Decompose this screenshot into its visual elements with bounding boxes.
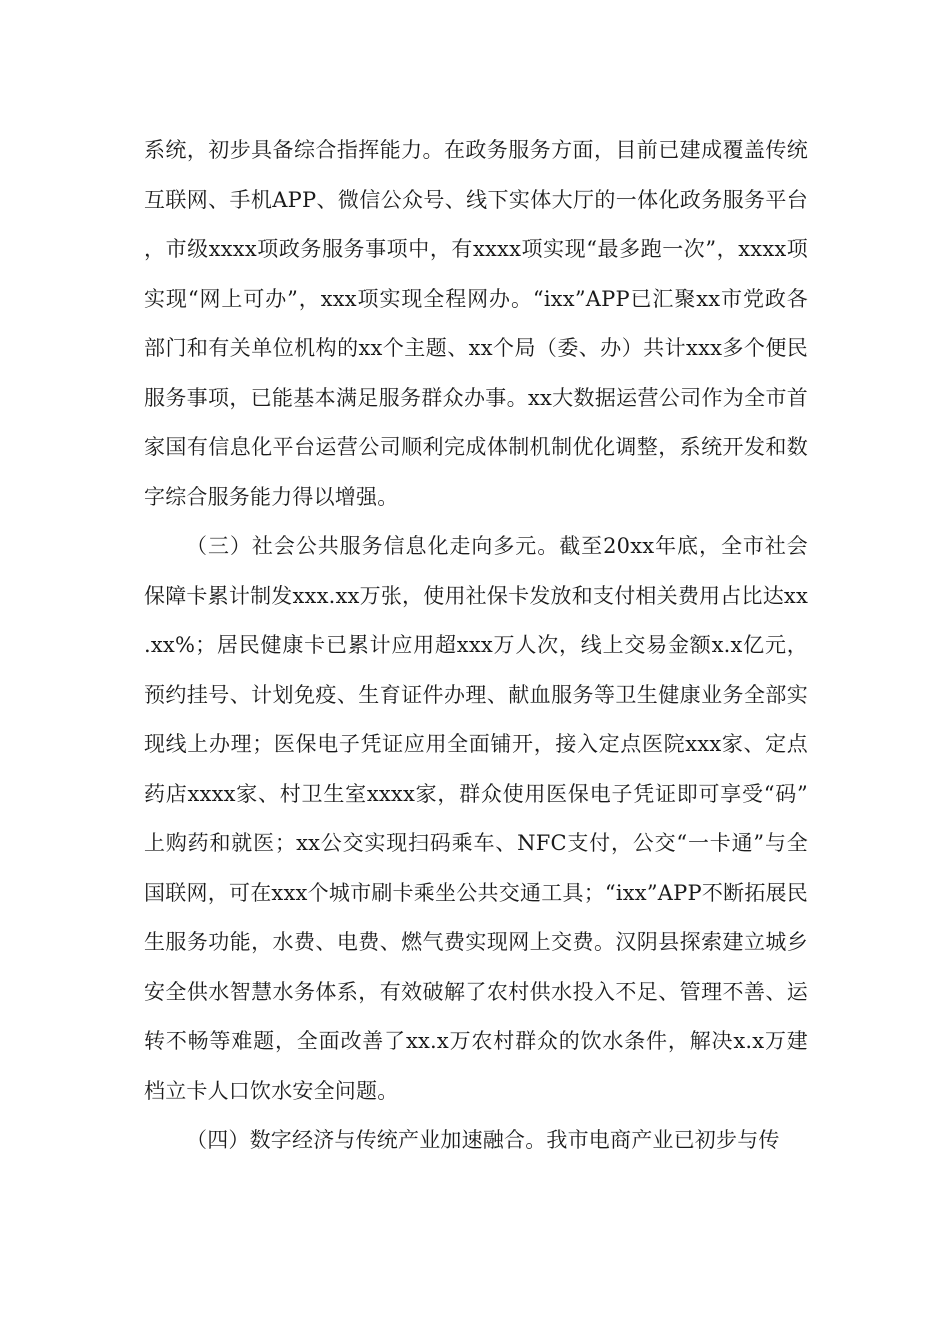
paragraph-3: （四）数字经济与传统产业加速融合。我市电商产业已初步与传 — [186, 1128, 780, 1152]
paragraph-1: 系统，初步具备综合指挥能力。在政务服务方面，目前已建成覆盖传统互联网、手机APP、微信公众号、线下实体大厅的一体化政务服务平台，市级xxxx项政务服务事项中，有xxxx项实现“最多跑一次”，xxxx项实现“网上可办”，xxx项实现全程网办。“ixx”APP已汇聚xx市党政各部门和有关单位机构的xx个主题、xx个局（委、办）共计xxx多个便民服务事项，已能基本满足服务群众办事。xx大数据运营公司作为全市首家国有信息化平台运营公司顺利完成体制机制优化调整，系统开发和数字综合服务能力得以增强。 — [144, 138, 808, 509]
paragraph-2: （三）社会公共服务信息化走向多元。截至20xx年底，全市社会保障卡累计制发xxx.xx万张，使用社保卡发放和支付相关费用占比达xx.xx%；居民健康卡已累计应用超xxx万人次，线上交易金额x.x亿元，预约挂号、计划免疫、生育证件办理、献血服务等卫生健康业务全部实现线上办理；医保电子凭证应用全面铺开，接入定点医院xxx家、定点药店xxxx家、村卫生室xxxx家，群众使用医保电子凭证即可享受“码”上购药和就医；xx公交实现扫码乘车、NFC支付，公交“一卡通”与全国联网，可在xxx个城市刷卡乘坐公共交通工具；“ixx”APP不断拓展民生服务功能，水费、电费、燃气费实现网上交费。汉阴县探索建立城乡安全供水智慧水务体系，有效破解了农村供水投入不足、管理不善、运转不畅等难题，全面改善了xx.x万农村群众的饮水条件，解决x.x万建档立卡人口饮水安全问题。 — [144, 534, 808, 1103]
document-body — [144, 126, 808, 1166]
